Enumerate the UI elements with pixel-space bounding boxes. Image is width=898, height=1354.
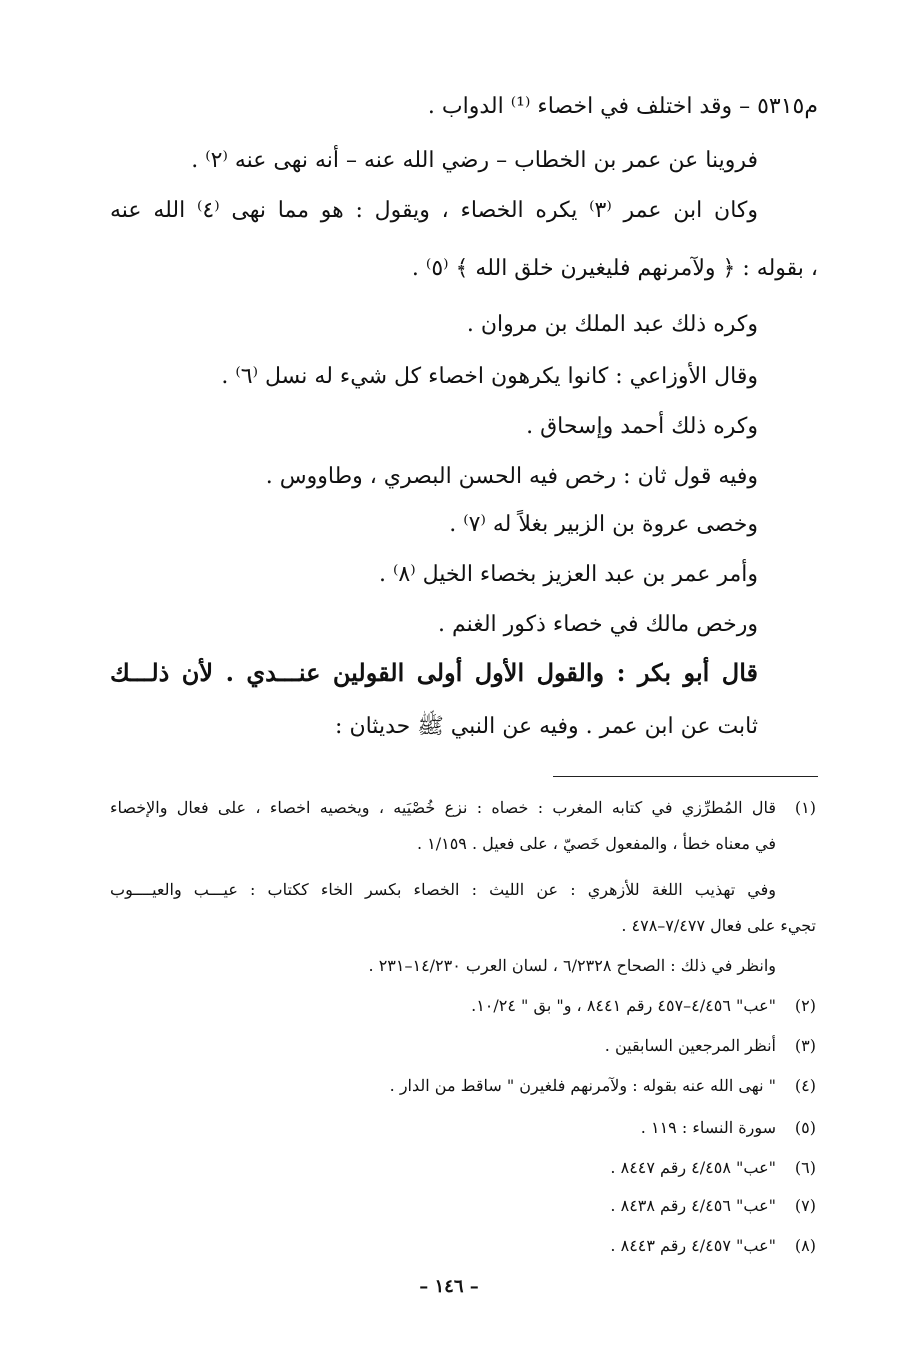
main-line-13: ثابت عن ابن عمر . وفيه عن النبي ﷺ حديثان : (335, 714, 758, 739)
footnote-6 (610, 1156, 816, 1180)
main-line-3: وكان ابن عمر ⁽٣⁾ يكره الخصاء ، ويقول : هو مما نهى ⁽٤⁾ الله عنه (110, 198, 759, 223)
footnote-number: (٨) (794, 1236, 816, 1255)
footnote-separator (553, 776, 818, 777)
main-line-2: فروينا عن عمر بن الخطاب – رضي الله عنه – أنه نهى عنه ⁽٢⁾ . (191, 148, 758, 173)
footnote-text: قال المُطرِّزي في كتابه المغرب : خصاه : نزع خُصْيَيه ، ويخصيه اخصاء ، على فعال والإخصاء (110, 798, 776, 817)
footnote-text: سورة النساء : ١١٩ . (640, 1118, 776, 1137)
main-line-10: وأمر عمر بن عبد العزيز بخصاء الخيل ⁽٨⁾ . (379, 562, 758, 587)
footnote-2 (471, 994, 816, 1018)
main-line-4: ، بقوله : ﴿ ولآمرنهم فليغيرن خلق الله ﴾ ⁽٥⁾ . (411, 256, 818, 281)
footnote-1-cont-2: وفي تهذيب اللغة للأزهري : عن الليث : الخصاء بكسر الخاء ككتاب : عيـــب والعيــــوب (110, 880, 776, 899)
main-line-1: م٥٣١٥ – وقد اختلف في اخصاء ⁽¹⁾ الدواب . (427, 94, 818, 119)
footnote-text: "عب" ٤/٤٥٦ رقم ٨٤٣٨ . (610, 1196, 776, 1215)
footnote-7 (610, 1194, 816, 1218)
main-line-6: وقال الأوزاعي : كانوا يكرهون اخصاء كل شيء له نسل ⁽٦⁾ . (221, 364, 758, 389)
main-line-12: قال أبو بكر : والقول الأول أولى القولين عنـــدي . لأن ذلـــك (110, 658, 758, 687)
footnote-number: (٢) (794, 996, 816, 1015)
footnote-number: (٤) (794, 1076, 816, 1095)
page-number: – ١٤٦ – (419, 1276, 479, 1297)
main-line-11: ورخص مالك في خصاء ذكور الغنم . (437, 612, 758, 637)
main-line-5: وكره ذلك عبد الملك بن مروان . (466, 312, 758, 337)
footnote-text: "عب" ٤/٤٥٦–٤٥٧ رقم ٨٤٤١ ، و" بق " ١٠/٢٤. (471, 996, 776, 1015)
main-line-7: وكره ذلك أحمد وإسحاق . (526, 414, 758, 439)
footnote-1 (110, 796, 816, 820)
footnote-1-cont-3: تجيء على فعال ٧/٤٧٧–٤٧٨ . (621, 916, 816, 935)
footnote-1-cont-1: في معناه خطأ ، والمفعول خَصيّ ، على فعيل . ١/١٥٩ . (416, 834, 776, 853)
main-line-8: وفيه قول ثان : رخص فيه الحسن البصري ، وطاووس . (265, 464, 758, 489)
footnote-text: " نهى الله عنه بقوله : ولآمرنهم فلغيرن " ساقط من الدار . (389, 1076, 776, 1095)
footnote-3 (605, 1034, 816, 1058)
footnote-text: "عب" ٤/٤٥٨ رقم ٨٤٤٧ . (610, 1158, 776, 1177)
main-line-9: وخصى عروة بن الزبير بغلاً له ⁽٧⁾ . (449, 512, 758, 537)
footnote-number: (١) (794, 798, 816, 817)
footnote-text: أنظر المرجعين السابقين . (604, 1036, 776, 1055)
footnote-number: (٧) (794, 1196, 816, 1215)
footnote-8 (610, 1234, 816, 1258)
footnote-text: "عب" ٤/٤٥٧ رقم ٨٤٤٣ . (610, 1236, 776, 1255)
footnote-number: (٣) (794, 1036, 816, 1055)
footnote-1-cont-4: وانظر في ذلك : الصحاح ٦/٢٣٢٨ ، لسان العرب ١٤/٢٣٠–٢٣١ . (368, 956, 776, 975)
footnote-number: (٦) (794, 1158, 816, 1177)
footnote-4 (390, 1074, 816, 1098)
footnote-number: (٥) (794, 1118, 816, 1137)
footnote-5 (641, 1116, 816, 1140)
